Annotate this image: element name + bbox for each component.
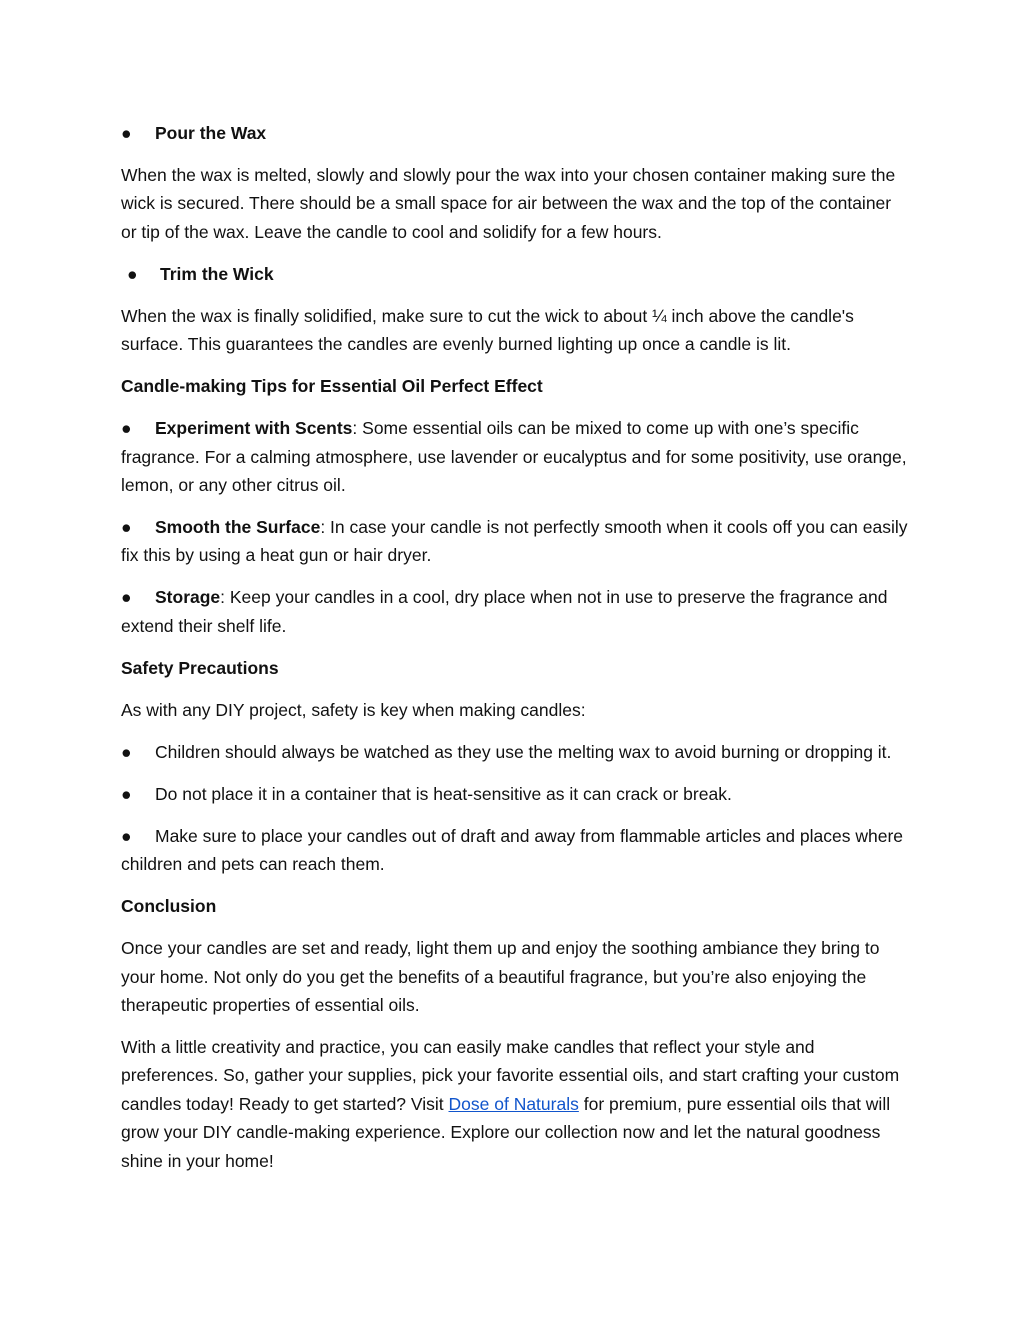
tips-heading [121, 372, 911, 400]
document-page [121, 119, 911, 1189]
pour-wax-heading [121, 119, 911, 147]
pour-wax-paragraph: When the wax is melted, slowly and slowly pour the wax into your chosen container making sure the wick is secured. There should be a small space for air between the wax and the top of the container or tip of the wax. Leave the candle to cool and solidify for a few hours. [121, 165, 896, 242]
bullet-glyph: ● [121, 741, 132, 762]
tip-item [121, 583, 911, 640]
safety-text: Children should always be watched as they use the melting wax to avoid burning or dropping it. [155, 741, 892, 762]
tip-item [121, 513, 911, 570]
safety-intro: As with any DIY project, safety is key when making candles: [121, 699, 586, 720]
tip-label: Experiment with Scents [155, 418, 353, 439]
bullet-glyph: ● [121, 418, 132, 439]
heading-text: Safety Precautions [121, 657, 279, 678]
trim-wick-paragraph: When the wax is finally solidified, make sure to cut the wick to about ¼ inch above the candle's surface. This guarantees the candles are evenly burned lighting up once a candle is lit. [121, 305, 854, 355]
tip-text: : Keep your candles in a cool, dry place when not in use to preserve the fragrance and extend their shelf life. [121, 587, 888, 636]
bullet-glyph: ● [121, 587, 132, 608]
tip-text: : In case your candle is not perfectly smooth when it cools off you can easily fix this by using a heat gun or hair dryer. [121, 517, 908, 566]
bullet-glyph: ● [127, 263, 138, 284]
tip-label: Storage [155, 587, 221, 608]
bullet-glyph: ● [121, 783, 132, 804]
heading-text: Pour the Wax [155, 123, 267, 143]
heading-text: Trim the Wick [160, 263, 274, 284]
heading-text: Conclusion [121, 896, 217, 917]
p2-before: With a little creativity and practice, you can easily make candles that reflect your style and preferences. So, gather your supplies, pick your favorite essential oils, and start crafting your custom candles today! Ready to get started? Visit [121, 1037, 900, 1114]
safety-item [121, 780, 911, 808]
conclusion-paragraph-1: Once your candles are set and ready, light them up and enjoy the soothing ambiance they bring to your home. Not only do you get the benefits of a beautiful fragrance, but you’re also enjoying the therapeutic properties of essential oils. [121, 938, 880, 1016]
safety-text: Do not place it in a container that is heat-sensitive as it can crack or break. [155, 783, 732, 804]
trim-wick-heading [121, 260, 911, 288]
p2-after: for premium, pure essential oils that will grow your DIY candle-making experience. Explore our collection now and let the natural goodness shine in your home! [121, 1093, 891, 1171]
safety-heading [121, 654, 911, 682]
tip-text: : Some essential oils can be mixed to come up with one’s specific fragrance. For a calming atmosphere, use lavender or eucalyptus and for some positivity, use orange, lemon, or any other citrus oil. [121, 418, 907, 496]
bullet-glyph: ● [121, 123, 132, 143]
conclusion-paragraph-2 [121, 1033, 911, 1175]
tip-item [121, 414, 911, 499]
safety-item [121, 738, 911, 766]
conclusion-heading [121, 892, 911, 920]
safety-text: Make sure to place your candles out of draft and away from flammable articles and places where children and pets can reach them. [121, 825, 904, 875]
safety-item [121, 822, 911, 879]
bullet-glyph: ● [121, 825, 132, 846]
bullet-glyph: ● [121, 517, 132, 538]
heading-text: Candle-making Tips for Essential Oil Perfect Effect [121, 376, 543, 397]
tip-label: Smooth the Surface [155, 517, 321, 538]
dose-of-naturals-link[interactable]: Dose of Naturals [448, 1093, 579, 1114]
